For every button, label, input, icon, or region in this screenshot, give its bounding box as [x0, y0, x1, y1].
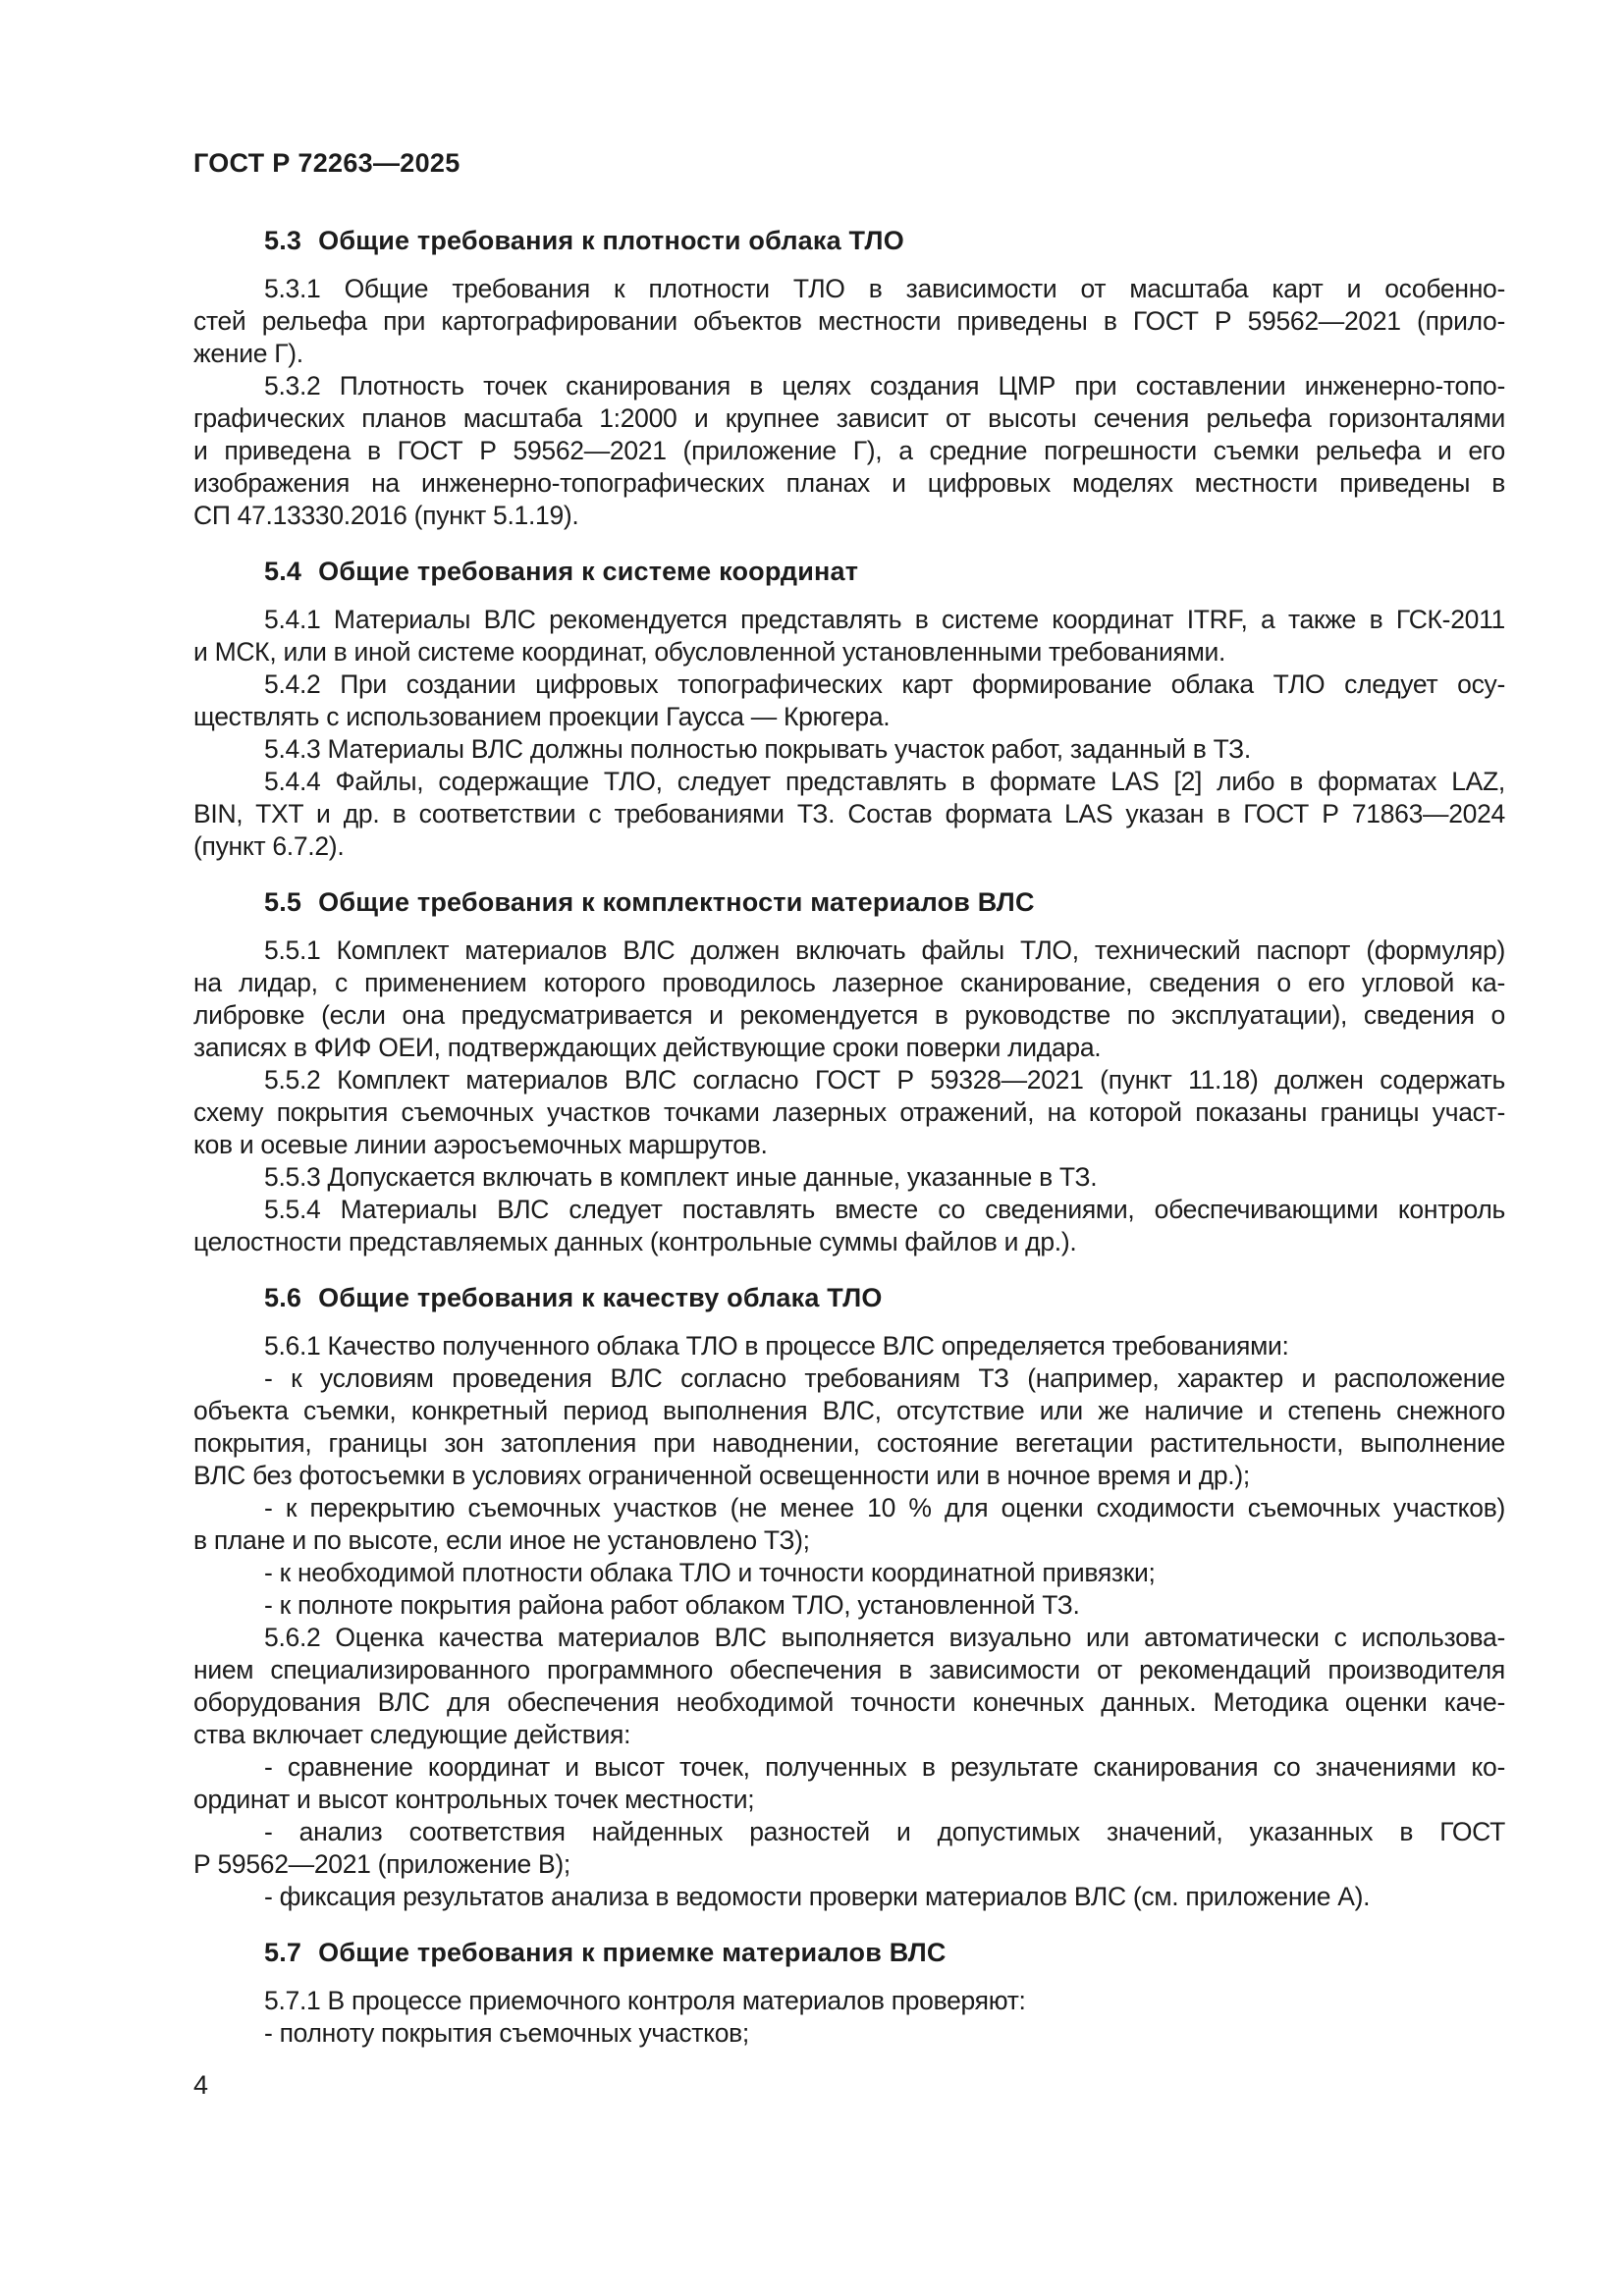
- section-number: 5.3: [264, 226, 302, 255]
- section-5.4: [193, 556, 1505, 863]
- section-5.7: [193, 1937, 1505, 2050]
- paragraph: [193, 668, 1505, 733]
- text-line: изображения на инженерно-топографических планах и цифровых моделях местности приведены в: [193, 468, 1505, 498]
- text-line: ков и осевые линии аэросъемочных маршрутов.: [193, 1130, 768, 1159]
- text-line: целостности представляемых данных (контрольные суммы файлов и др.).: [193, 1227, 1077, 1256]
- paragraph: [193, 1362, 1505, 1492]
- text-line: ществлять с использованием проекции Гаусса — Крюгера.: [193, 702, 891, 731]
- text-line: жение Г).: [193, 339, 303, 368]
- text-line: BIN, TXT и др. в соответствии с требованиями ТЗ. Состав формата LAS указан в ГОСТ Р 71863—2024: [193, 799, 1505, 828]
- paragraph: [193, 1985, 1505, 2017]
- paragraph: [193, 1816, 1505, 1881]
- paragraph: [193, 1589, 1505, 1622]
- paragraph: [193, 1492, 1505, 1557]
- text-line: - анализ соответствия найденных разностей и допустимых значений, указанных в ГОСТ: [264, 1817, 1505, 1846]
- text-line: на лидар, с применением которого проводилось лазерное сканирование, сведения о его угловой ка-: [193, 968, 1505, 997]
- text-line: - к перекрытию съемочных участков (не менее 10 % для оценки сходимости съемочных участков): [264, 1493, 1505, 1522]
- text-line: покрытия, границы зон затопления при наводнении, состояние вегетации растительности, выполнение: [193, 1428, 1505, 1458]
- paragraph: [193, 273, 1505, 370]
- text-line: 5.4.1 Материалы ВЛС рекомендуется представлять в системе координат ITRF, а также в ГСК-2011: [264, 605, 1505, 634]
- section-title: Общие требования к плотности облака ТЛО: [318, 226, 904, 255]
- text-line: 5.3.2 Плотность точек сканирования в целях создания ЦМР при составлении инженерно-топо-: [264, 371, 1505, 400]
- paragraph: [193, 934, 1505, 1064]
- paragraph: [193, 1622, 1505, 1751]
- text-line: - к полноте покрытия района работ облаком ТЛО, установленной ТЗ.: [264, 1590, 1080, 1620]
- section-heading: [193, 1937, 1505, 1969]
- paragraph: [193, 370, 1505, 532]
- paragraph: [193, 1751, 1505, 1816]
- text-line: в плане и по высоте, если иное не установлено ТЗ);: [193, 1525, 810, 1555]
- text-line: записях в ФИФ ОЕИ, подтверждающих действующие сроки поверки лидара.: [193, 1033, 1102, 1062]
- text-line: и МСК, или в иной системе координат, обусловленной установленными требованиями.: [193, 637, 1226, 667]
- paragraph: [193, 1161, 1505, 1194]
- paragraph: [193, 604, 1505, 668]
- section-number: 5.7: [264, 1938, 302, 1967]
- text-line: графических планов масштаба 1:2000 и крупнее зависит от высоты сечения рельефа горизонталями: [193, 403, 1505, 433]
- standard-code-header: ГОСТ Р 72263—2025: [193, 148, 460, 178]
- section-heading: [193, 886, 1505, 919]
- section-number: 5.5: [264, 887, 302, 917]
- text-line: стей рельефа при картографировании объектов местности приведены в ГОСТ Р 59562—2021 (прило-: [193, 306, 1505, 336]
- text-line: объекта съемки, конкретный период выполнения ВЛС, отсутствие или же наличие и степень снежного: [193, 1396, 1505, 1425]
- text-line: схему покрытия съемочных участков точками лазерных отражений, на которой показаны границы участ-: [193, 1097, 1505, 1127]
- text-line: - к условиям проведения ВЛС согласно требованиям ТЗ (например, характер и расположение: [264, 1363, 1505, 1393]
- section-title: Общие требования к приемке материалов ВЛС: [318, 1938, 947, 1967]
- section-heading: [193, 225, 1505, 257]
- document-body: [193, 225, 1505, 2050]
- section-5.5: [193, 886, 1505, 1258]
- text-line: ВЛС без фотосъемки в условиях ограниченной освещенности или в ночное время и др.);: [193, 1461, 1250, 1490]
- paragraph: [193, 766, 1505, 863]
- text-line: 5.4.4 Файлы, содержащие ТЛО, следует представлять в формате LAS [2] либо в форматах LAZ,: [264, 767, 1505, 796]
- paragraph: [193, 1330, 1505, 1362]
- paragraph: [193, 1557, 1505, 1589]
- paragraph: [193, 733, 1505, 766]
- text-line: - полноту покрытия съемочных участков;: [264, 2018, 749, 2048]
- text-line: 5.4.3 Материалы ВЛС должны полностью покрывать участок работ, заданный в ТЗ.: [264, 734, 1251, 764]
- text-line: оборудования ВЛС для обеспечения необходимой точности конечных данных. Методика оценки каче-: [193, 1687, 1505, 1717]
- section-5.3: [193, 225, 1505, 532]
- text-line: 5.5.2 Комплект материалов ВЛС согласно ГОСТ Р 59328—2021 (пункт 11.18) должен содержать: [264, 1065, 1505, 1095]
- text-line: Р 59562—2021 (приложение В);: [193, 1849, 570, 1879]
- section-title: Общие требования к качеству облака ТЛО: [318, 1283, 883, 1312]
- text-line: 5.6.1 Качество полученного облака ТЛО в процессе ВЛС определяется требованиями:: [264, 1331, 1289, 1361]
- text-line: ства включает следующие действия:: [193, 1720, 631, 1749]
- section-heading: [193, 1282, 1505, 1314]
- text-line: СП 47.13330.2016 (пункт 5.1.19).: [193, 501, 579, 530]
- text-line: - сравнение координат и высот точек, полученных в результате сканирования со значениями ко-: [264, 1752, 1505, 1782]
- paragraph: [193, 1064, 1505, 1161]
- text-line: 5.5.3 Допускается включать в комплект иные данные, указанные в ТЗ.: [264, 1162, 1098, 1192]
- section-title: Общие требования к системе координат: [318, 557, 859, 586]
- page-number: 4: [193, 2070, 209, 2100]
- section-heading: [193, 556, 1505, 588]
- section-number: 5.6: [264, 1283, 302, 1312]
- text-line: 5.5.1 Комплект материалов ВЛС должен включать файлы ТЛО, технический паспорт (формуляр): [264, 935, 1505, 965]
- section-number: 5.4: [264, 557, 302, 586]
- text-line: нием специализированного программного обеспечения в зависимости от рекомендаций производителя: [193, 1655, 1505, 1684]
- paragraph: [193, 1881, 1505, 1913]
- section-title: Общие требования к комплектности материалов ВЛС: [318, 887, 1035, 917]
- text-line: 5.4.2 При создании цифровых топографических карт формирование облака ТЛО следует осу-: [264, 669, 1505, 699]
- text-line: 5.6.2 Оценка качества материалов ВЛС выполняется визуально или автоматически с использова-: [264, 1623, 1505, 1652]
- text-line: ординат и высот контрольных точек местности;: [193, 1785, 755, 1814]
- text-line: (пункт 6.7.2).: [193, 831, 345, 861]
- text-line: 5.5.4 Материалы ВЛС следует поставлять вместе со сведениями, обеспечивающими контроль: [264, 1195, 1505, 1224]
- paragraph: [193, 2017, 1505, 2050]
- text-line: 5.3.1 Общие требования к плотности ТЛО в зависимости от масштаба карт и особенно-: [264, 274, 1505, 303]
- text-line: либровке (если она предусматривается и рекомендуется в руководстве по эксплуатации), сведения о: [193, 1000, 1505, 1030]
- section-5.6: [193, 1282, 1505, 1913]
- text-line: - фиксация результатов анализа в ведомости проверки материалов ВЛС (см. приложение А).: [264, 1882, 1371, 1911]
- text-line: 5.7.1 В процессе приемочного контроля материалов проверяют:: [264, 1986, 1026, 2015]
- paragraph: [193, 1194, 1505, 1258]
- text-line: - к необходимой плотности облака ТЛО и точности координатной привязки;: [264, 1558, 1156, 1587]
- text-line: и приведена в ГОСТ Р 59562—2021 (приложение Г), а средние погрешности съемки рельефа и его: [193, 436, 1505, 465]
